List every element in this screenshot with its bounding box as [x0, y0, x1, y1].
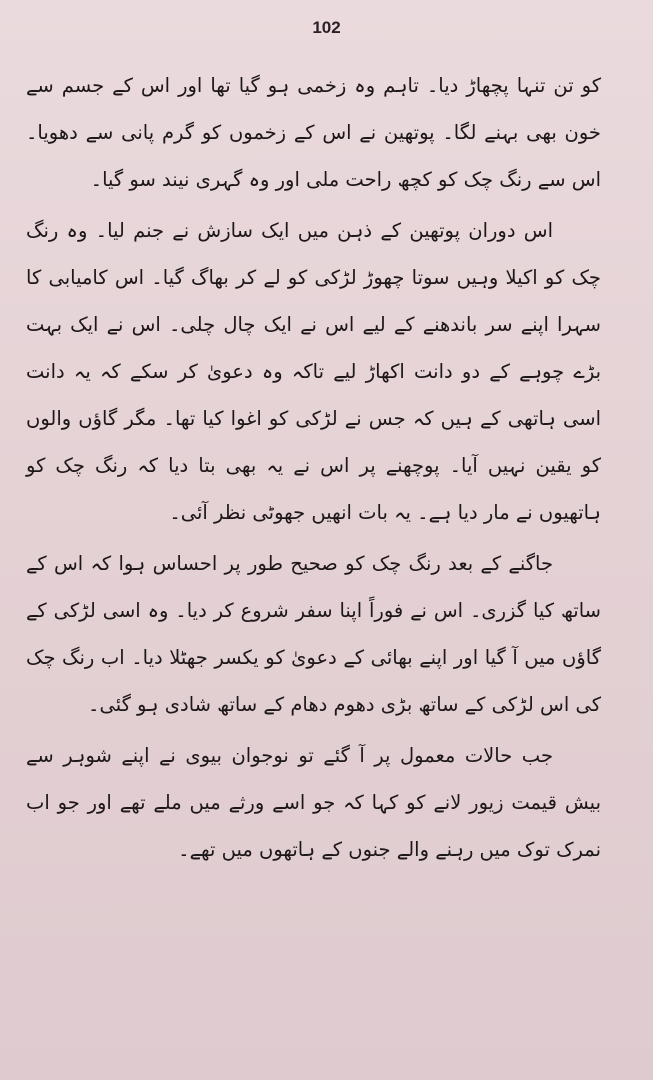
paragraph-2: اس دوران پوتھین کے ذہن میں ایک سازش نے جنم لیا۔ وہ رنگ چک کو اکیلا وہیں سوتا چھوڑ لڑکی کو لے کر بھاگ گیا۔ اس کامیابی کا سہرا اپنے سر باندھنے کے لیے اس نے ایک چال چلی۔ اس نے ایک بہت بڑے چوہے کے دو دانت اکھاڑ لیے تاکہ وہ دعویٰ کر سکے کہ یہ دانت اسی ہاتھی کے ہیں کہ جس نے لڑکی کو اغوا کیا تھا۔ مگر گاؤں والوں کو یقین نہیں آیا۔ پوچھنے پر اس نے یہ بھی بتا دیا کہ رنگ چک کو ہاتھیوں نے مار دیا ہے۔ یہ بات انھیں جھوٹی نظر آئی۔	[26, 219, 601, 524]
page-number: 102	[312, 18, 341, 37]
page-body	[26, 62, 601, 877]
paragraph-4: جب حالات معمول پر آ گئے تو نوجوان بیوی نے اپنے شوہر سے بیش قیمت زیور لانے کو کہا کہ جو اسے ورثے میں ملے تھے اور جو اب نمرک توک میں رہنے والے جنوں کے ہاتھوں میں تھے۔	[26, 744, 601, 861]
paragraph-3: جاگنے کے بعد رنگ چک کو صحیح طور پر احساس ہوا کہ اس کے ساتھ کیا گزری۔ اس نے فوراً اپنا سفر شروع کر دیا۔ وہ اسی لڑکی کے گاؤں میں آ گیا اور اپنے بھائی کے دعویٰ کو یکسر جھٹلا دیا۔ اب رنگ چک کی اس لڑکی کے ساتھ بڑی دھوم دھام کے ساتھ شادی ہو گئی۔	[26, 552, 601, 716]
paragraph-1: کو تن تنہا پچھاڑ دیا۔ تاہم وہ زخمی ہو گیا تھا اور اس کے جسم سے خون بھی بہنے لگا۔ پوتھین نے اس کے زخموں کو گرم پانی سے دھویا۔ اس سے رنگ چک کو کچھ راحت ملی اور وہ گہری نیند سو گیا۔	[26, 74, 601, 191]
